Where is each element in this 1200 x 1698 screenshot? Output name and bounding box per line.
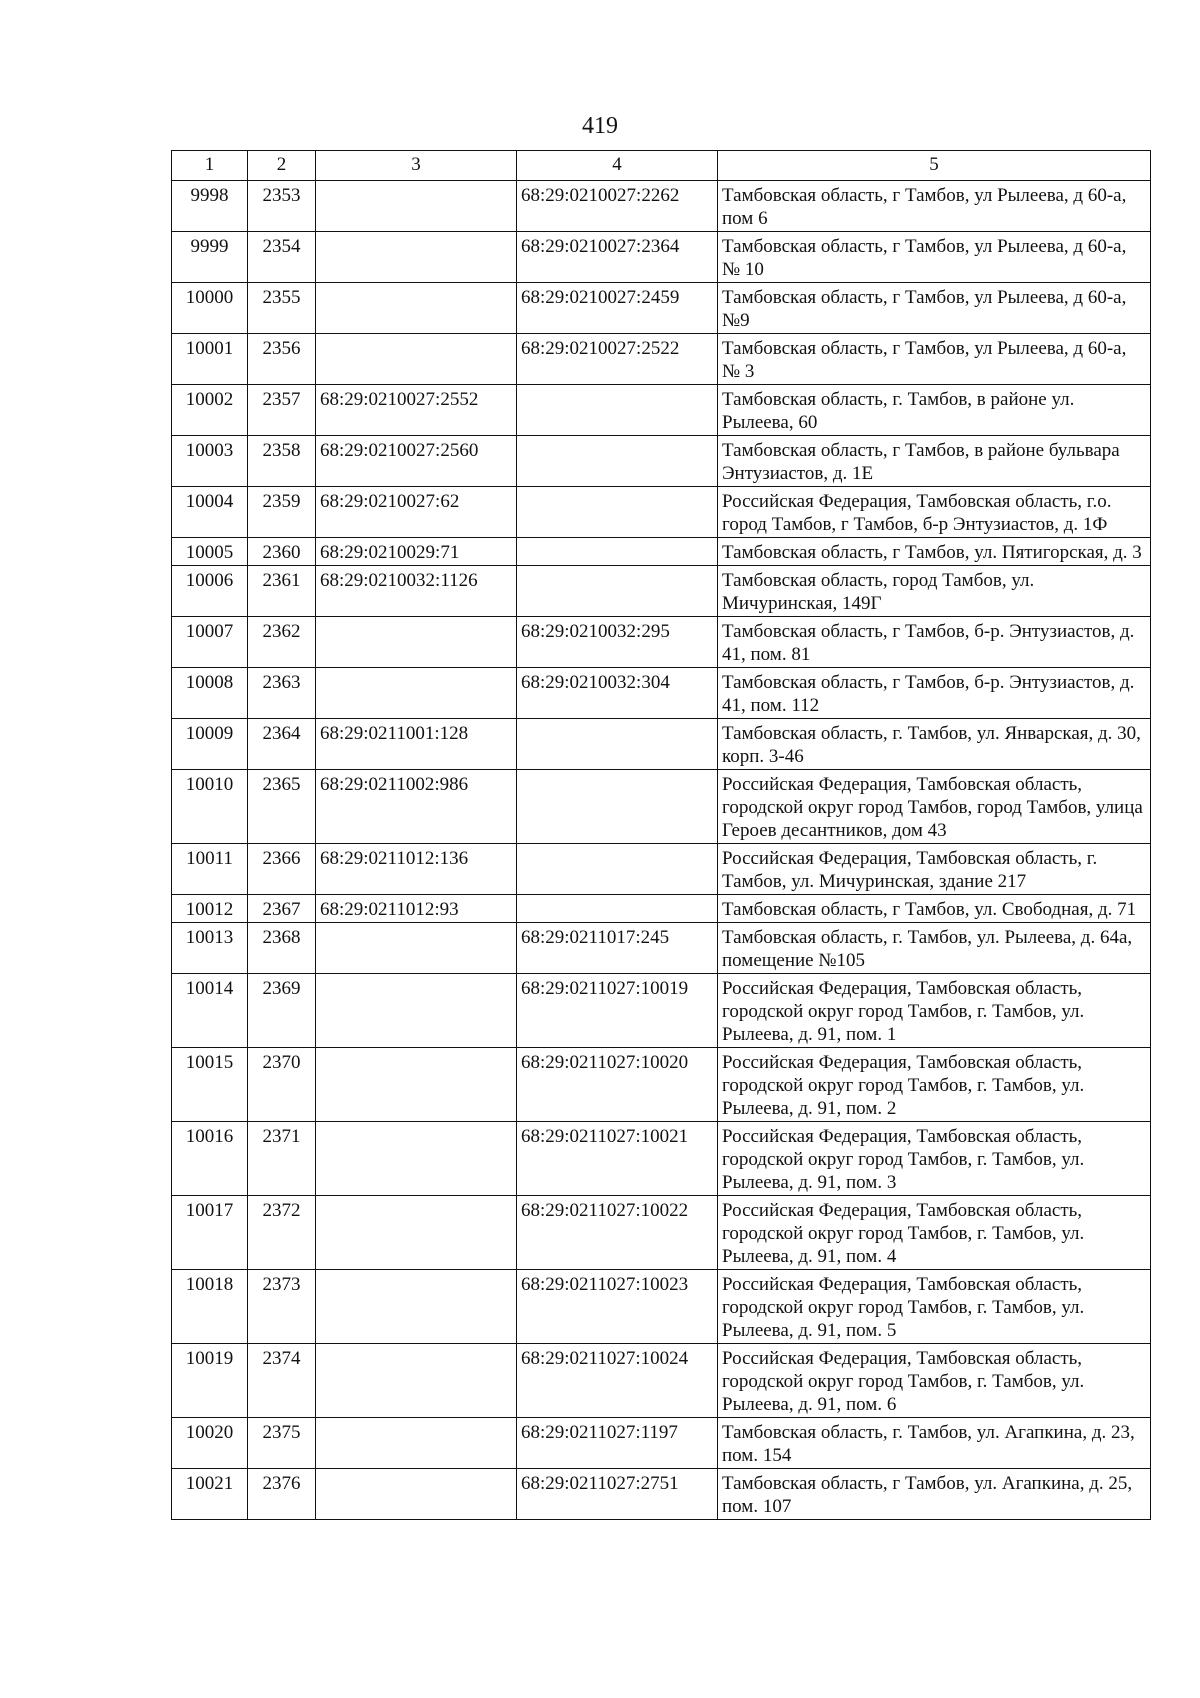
column-header-1: 1 [172, 151, 248, 181]
row-number: 10004 [172, 487, 248, 538]
row-number: 10016 [172, 1122, 248, 1196]
row-number: 10012 [172, 895, 248, 923]
cadastral-number-building: 68:29:0211027:10019 [517, 974, 718, 1048]
table-row [172, 923, 1151, 974]
row-number: 10013 [172, 923, 248, 974]
table-row [172, 538, 1151, 566]
cadastral-number-building: 68:29:0210032:304 [517, 668, 718, 719]
cadastral-number-land [316, 1270, 517, 1344]
row-number: 10018 [172, 1270, 248, 1344]
cadastral-number-building [517, 719, 718, 770]
record-id: 2370 [248, 1048, 316, 1122]
table-row [172, 566, 1151, 617]
record-id: 2375 [248, 1418, 316, 1469]
table-row [172, 668, 1151, 719]
cadastral-number-building: 68:29:0210027:2522 [517, 334, 718, 385]
table-row [172, 719, 1151, 770]
record-id: 2366 [248, 844, 316, 895]
cadastral-number-land: 68:29:0211002:986 [316, 770, 517, 844]
cadastral-number-building [517, 436, 718, 487]
record-id: 2371 [248, 1122, 316, 1196]
cadastral-number-land [316, 1048, 517, 1122]
record-id: 2362 [248, 617, 316, 668]
table-row [172, 1418, 1151, 1469]
cadastral-number-building [517, 566, 718, 617]
address: Российская Федерация, Тамбовская область, г.о. город Тамбов, г Тамбов, б-р Энтузиастов, д. 1Ф [718, 487, 1151, 538]
cadastral-number-land [316, 974, 517, 1048]
page-number: 419 [582, 113, 618, 139]
row-number: 10005 [172, 538, 248, 566]
address: Тамбовская область, г Тамбов, б-р. Энтузиастов, д. 41, пом. 81 [718, 617, 1151, 668]
cadastral-number-land [316, 617, 517, 668]
address: Российская Федерация, Тамбовская область, городской округ город Тамбов, г. Тамбов, ул. Рылеева, д. 91, пом. 1 [718, 974, 1151, 1048]
cadastral-number-building: 68:29:0211027:10022 [517, 1196, 718, 1270]
address: Тамбовская область, г Тамбов, ул Рылеева, д 60-а, № 3 [718, 334, 1151, 385]
cadastral-number-building: 68:29:0211027:10021 [517, 1122, 718, 1196]
table-row [172, 895, 1151, 923]
row-number: 9998 [172, 181, 248, 232]
table-row [172, 181, 1151, 232]
address: Российская Федерация, Тамбовская область, городской округ город Тамбов, г. Тамбов, ул. Рылеева, д. 91, пом. 4 [718, 1196, 1151, 1270]
cadastral-number-land [316, 1196, 517, 1270]
row-number: 10015 [172, 1048, 248, 1122]
table-row [172, 436, 1151, 487]
row-number: 10010 [172, 770, 248, 844]
cadastral-number-building: 68:29:0210032:295 [517, 617, 718, 668]
cadastral-number-land [316, 668, 517, 719]
table-row [172, 1048, 1151, 1122]
record-id: 2367 [248, 895, 316, 923]
address: Тамбовская область, г Тамбов, ул. Пятигорская, д. 3 [718, 538, 1151, 566]
cadastral-number-land [316, 1469, 517, 1520]
record-id: 2359 [248, 487, 316, 538]
row-number: 10003 [172, 436, 248, 487]
table-row [172, 334, 1151, 385]
table-row [172, 1344, 1151, 1418]
cadastral-number-building [517, 895, 718, 923]
record-id: 2368 [248, 923, 316, 974]
row-number: 10017 [172, 1196, 248, 1270]
address: Тамбовская область, г Тамбов, ул. Свободная, д. 71 [718, 895, 1151, 923]
column-header-2: 2 [248, 151, 316, 181]
record-id: 2369 [248, 974, 316, 1048]
row-number: 10002 [172, 385, 248, 436]
table-row [172, 487, 1151, 538]
table-row [172, 844, 1151, 895]
cadastral-number-land: 68:29:0211012:93 [316, 895, 517, 923]
cadastral-number-building: 68:29:0211027:10024 [517, 1344, 718, 1418]
cadastral-number-land: 68:29:0210027:2552 [316, 385, 517, 436]
cadastral-number-building [517, 770, 718, 844]
record-id: 2365 [248, 770, 316, 844]
record-id: 2360 [248, 538, 316, 566]
column-header-5: 5 [718, 151, 1151, 181]
cadastral-number-land [316, 181, 517, 232]
cadastral-number-land: 68:29:0210027:62 [316, 487, 517, 538]
address: Тамбовская область, г. Тамбов, в районе ул. Рылеева, 60 [718, 385, 1151, 436]
record-id: 2357 [248, 385, 316, 436]
cadastral-number-building: 68:29:0210027:2262 [517, 181, 718, 232]
table-row [172, 974, 1151, 1048]
cadastral-number-building: 68:29:0211027:2751 [517, 1469, 718, 1520]
address: Тамбовская область, г Тамбов, ул. Агапкина, д. 25, пом. 107 [718, 1469, 1151, 1520]
address: Тамбовская область, г Тамбов, в районе бульвара Энтузиастов, д. 1Е [718, 436, 1151, 487]
cadastral-number-land: 68:29:0211001:128 [316, 719, 517, 770]
table-row [172, 1270, 1151, 1344]
cadastral-number-land: 68:29:0210027:2560 [316, 436, 517, 487]
row-number: 10009 [172, 719, 248, 770]
record-id: 2358 [248, 436, 316, 487]
table-row [172, 232, 1151, 283]
cadastral-number-land [316, 232, 517, 283]
row-number: 10000 [172, 283, 248, 334]
cadastral-number-land [316, 283, 517, 334]
register-table [171, 150, 1151, 1520]
cadastral-number-land [316, 1344, 517, 1418]
address: Российская Федерация, Тамбовская область, городской округ город Тамбов, город Тамбов, улица Героев десантников, дом 43 [718, 770, 1151, 844]
row-number: 10001 [172, 334, 248, 385]
cadastral-number-land [316, 1418, 517, 1469]
table-row [172, 1122, 1151, 1196]
record-id: 2363 [248, 668, 316, 719]
row-number: 10007 [172, 617, 248, 668]
header-row [172, 151, 1151, 181]
table-row [172, 617, 1151, 668]
record-id: 2364 [248, 719, 316, 770]
row-number: 10021 [172, 1469, 248, 1520]
cadastral-number-land [316, 334, 517, 385]
row-number: 10006 [172, 566, 248, 617]
table-row [172, 1469, 1151, 1520]
record-id: 2361 [248, 566, 316, 617]
row-number: 10011 [172, 844, 248, 895]
address: Тамбовская область, г. Тамбов, ул. Январская, д. 30, корп. 3-46 [718, 719, 1151, 770]
row-number: 10020 [172, 1418, 248, 1469]
record-id: 2353 [248, 181, 316, 232]
cadastral-number-building [517, 487, 718, 538]
table-row [172, 385, 1151, 436]
address: Тамбовская область, г Тамбов, ул Рылеева, д 60-а, пом 6 [718, 181, 1151, 232]
column-header-4: 4 [517, 151, 718, 181]
record-id: 2372 [248, 1196, 316, 1270]
address: Российская Федерация, Тамбовская область, городской округ город Тамбов, г. Тамбов, ул. Рылеева, д. 91, пом. 5 [718, 1270, 1151, 1344]
cadastral-number-building [517, 538, 718, 566]
address: Тамбовская область, г Тамбов, ул Рылеева, д 60-а, №9 [718, 283, 1151, 334]
address: Российская Федерация, Тамбовская область, г. Тамбов, ул. Мичуринская, здание 217 [718, 844, 1151, 895]
row-number: 10014 [172, 974, 248, 1048]
address: Тамбовская область, г Тамбов, ул Рылеева, д 60-а, № 10 [718, 232, 1151, 283]
record-id: 2376 [248, 1469, 316, 1520]
address: Российская Федерация, Тамбовская область, городской округ город Тамбов, г. Тамбов, ул. Рылеева, д. 91, пом. 2 [718, 1048, 1151, 1122]
row-number: 9999 [172, 232, 248, 283]
cadastral-number-land [316, 923, 517, 974]
cadastral-number-land: 68:29:0210029:71 [316, 538, 517, 566]
cadastral-number-building: 68:29:0210027:2364 [517, 232, 718, 283]
record-id: 2355 [248, 283, 316, 334]
cadastral-number-building [517, 385, 718, 436]
cadastral-number-land: 68:29:0211012:136 [316, 844, 517, 895]
cadastral-number-land: 68:29:0210032:1126 [316, 566, 517, 617]
address: Российская Федерация, Тамбовская область, городской округ город Тамбов, г. Тамбов, ул. Рылеева, д. 91, пом. 6 [718, 1344, 1151, 1418]
table-row [172, 770, 1151, 844]
address: Тамбовская область, город Тамбов, ул. Мичуринская, 149Г [718, 566, 1151, 617]
cadastral-number-building: 68:29:0211017:245 [517, 923, 718, 974]
column-header-3: 3 [316, 151, 517, 181]
row-number: 10019 [172, 1344, 248, 1418]
address: Тамбовская область, г Тамбов, б-р. Энтузиастов, д. 41, пом. 112 [718, 668, 1151, 719]
table-row [172, 1196, 1151, 1270]
address: Тамбовская область, г. Тамбов, ул. Агапкина, д. 23, пом. 154 [718, 1418, 1151, 1469]
cadastral-number-building: 68:29:0211027:1197 [517, 1418, 718, 1469]
record-id: 2356 [248, 334, 316, 385]
cadastral-number-land [316, 1122, 517, 1196]
record-id: 2373 [248, 1270, 316, 1344]
row-number: 10008 [172, 668, 248, 719]
cadastral-number-building [517, 844, 718, 895]
cadastral-number-building: 68:29:0211027:10023 [517, 1270, 718, 1344]
cadastral-number-building: 68:29:0211027:10020 [517, 1048, 718, 1122]
table-row [172, 283, 1151, 334]
table-body [172, 181, 1151, 1520]
record-id: 2374 [248, 1344, 316, 1418]
cadastral-number-building: 68:29:0210027:2459 [517, 283, 718, 334]
address: Тамбовская область, г. Тамбов, ул. Рылеева, д. 64а, помещение №105 [718, 923, 1151, 974]
address: Российская Федерация, Тамбовская область, городской округ город Тамбов, г. Тамбов, ул. Рылеева, д. 91, пом. 3 [718, 1122, 1151, 1196]
record-id: 2354 [248, 232, 316, 283]
